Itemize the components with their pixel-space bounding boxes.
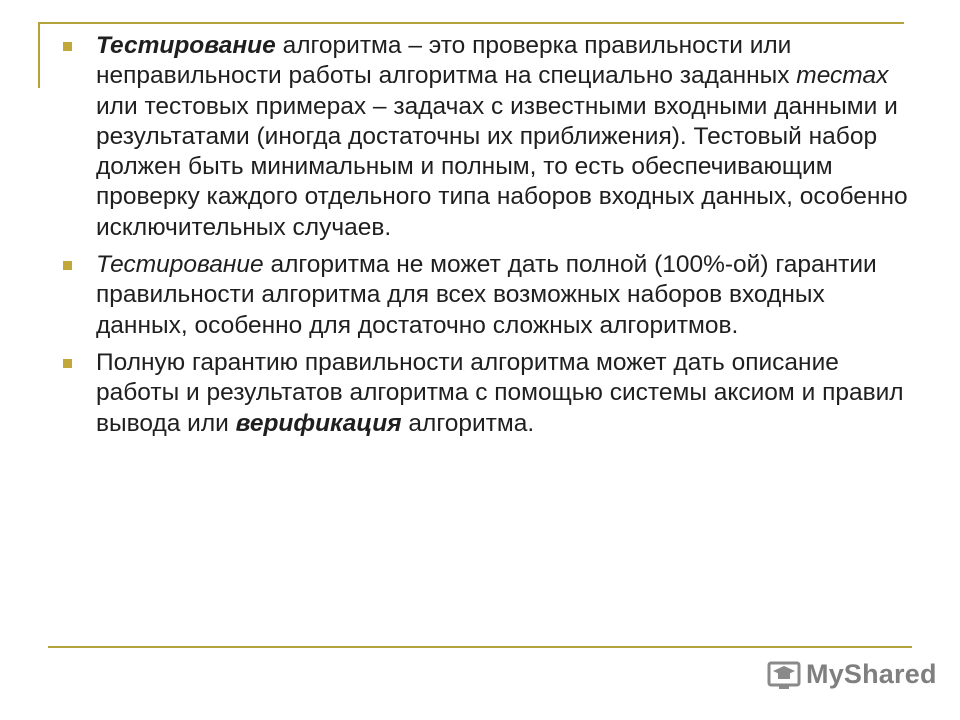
term-testing-italic: Тестирование	[96, 251, 264, 279]
text-run: или тестовых примерах – задачах с известными входными данными и результатами (иногда достаточны их приближения). Тестовый набор должен быть минимальным и полным, то есть обеспечивающим проверку каждого отдельного типа наборов входных данных, особенно исключительных случаев.	[96, 92, 908, 241]
bottom-rule	[48, 646, 912, 648]
text-run: Полную гарантию правильности алгоритма может дать описание работы и результатов алгоритма с помощью системы аксиом и правил вывода или	[96, 348, 904, 437]
top-rule	[38, 22, 904, 24]
bullet-item	[60, 348, 910, 439]
bullet-item	[60, 250, 910, 341]
square-bullet-icon	[63, 261, 72, 270]
text-run: алгоритма – это проверка правильности или неправильности работы алгоритма на специально заданных	[96, 32, 797, 90]
term-verification: верификация	[235, 409, 402, 437]
square-bullet-icon	[63, 42, 72, 51]
watermark-text: MyShared	[806, 658, 937, 689]
term-tests: тестах	[796, 62, 889, 90]
square-bullet-icon	[63, 359, 72, 368]
left-rule	[38, 22, 40, 88]
bullet-item	[60, 31, 910, 243]
term-testing: Тестирование	[96, 32, 276, 59]
mortarboard-screen-icon	[766, 657, 802, 691]
watermark-logo	[766, 656, 937, 692]
text-run: алгоритма не может дать полной (100%-ой) гарантии правильности алгоритма для всех возможных наборов входных данных, особенно для достаточно сложных алгоритмов.	[96, 251, 877, 339]
slide-content	[60, 31, 910, 446]
text-run: алгоритма.	[401, 409, 535, 437]
